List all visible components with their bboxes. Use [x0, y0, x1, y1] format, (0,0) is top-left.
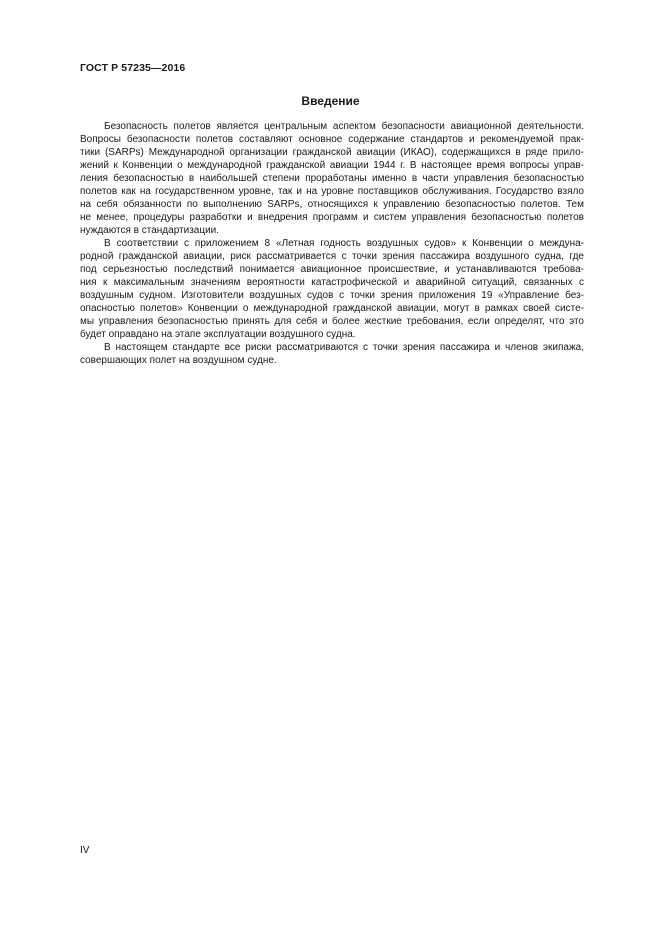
page-number: IV	[80, 845, 90, 856]
paragraph-line: тики (SARPs) Международной организации гражданской авиации (ИКАО), содержащихся в ряде прило-	[80, 147, 584, 158]
paragraph-line: В соответствии с приложением 8 «Летная годность воздушных судов» к Конвенции о междуна-	[104, 238, 584, 249]
paragraph-line: полетов как на государственном уровне, так и на уровне поставщиков обслуживания. Государство взяло	[80, 186, 584, 197]
document-body	[80, 120, 584, 367]
section-title: Введение	[301, 94, 360, 108]
paragraph-line: родной гражданской авиации, риск рассматривается с точки зрения пассажира воздушного судна, где	[80, 251, 584, 262]
paragraph-line: мы управления безопасностью принять для себя и более жесткие требования, если определят, что это	[80, 316, 584, 327]
paragraph-line: на себя обязанности по выполнению SARPs, относящихся к управлению безопасностью полетов. Тем	[80, 199, 584, 210]
paragraph-3	[80, 341, 584, 367]
paragraph-1	[80, 120, 584, 237]
paragraph-line: будет оправдано на этапе эксплуатации воздушного судна.	[80, 329, 356, 340]
paragraph-line: ления безопасностью в наибольшей степени проработаны именно в части управления безопасностью	[80, 173, 584, 184]
paragraph-line: не менее, процедуры разработки и внедрения программ и систем управления безопасностью полетов	[80, 212, 584, 223]
paragraph-line: нуждаются в стандартизации.	[80, 225, 220, 236]
paragraph-line: В настоящем стандарте все риски рассматриваются с точки зрения пассажира и членов экипажа,	[104, 342, 584, 353]
paragraph-line: Безопасность полетов является центральным аспектом безопасности авиационной деятельности.	[104, 121, 584, 132]
paragraph-line: ния к максимальным значениям вероятности катастрофической и аварийной ситуаций, связанных с	[80, 277, 584, 288]
paragraph-line: под серьезностью последствий понимается авиационное происшествие, и устанавливаются требова-	[80, 264, 584, 275]
paragraph-line: жений к Конвенции о международной гражданской авиации 1944 г. В настоящее время вопросы управ-	[80, 160, 584, 171]
paragraph-line: опасностью полетов» Конвенции о международной гражданской авиации, могут в рамках своей систе-	[80, 303, 584, 314]
paragraph-2	[80, 237, 584, 341]
paragraph-line: воздушным судном. Изготовители воздушных судов с точки зрения приложения 19 «Управление без-	[80, 290, 584, 301]
paragraph-line: Вопросы безопасности полетов составляют основное содержание стандартов и рекомендуемой прак-	[80, 134, 584, 145]
paragraph-line: совершающих полет на воздушном судне.	[80, 355, 277, 366]
document-header-id: ГОСТ Р 57235—2016	[80, 62, 186, 74]
